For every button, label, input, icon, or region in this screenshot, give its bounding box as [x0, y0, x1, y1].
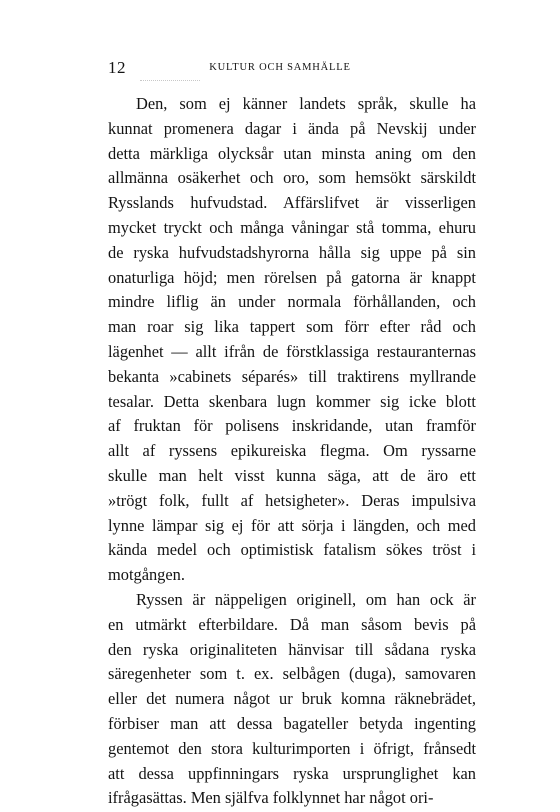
text-line: de ryska hufvudstadshyrorna hålla sig uppe på sin [108, 242, 476, 262]
text-line: lynne lämpar sig ej för att sörja i längden, och med [108, 515, 476, 535]
text-line: säregenheter som t. ex. selbågen (duga), samovaren [108, 664, 476, 684]
text-line: eller det numera något ur bruk komna räknebrädet, [108, 689, 476, 709]
body-text [108, 92, 476, 811]
text-line: kunnat promenera dagar i ända på Nevskij under [108, 118, 476, 138]
print-speck [140, 80, 200, 83]
text-line: att dessa uppfinningars ryska ursprunglighet kan [108, 763, 476, 783]
text-line: den ryska originaliteten hänvisar till sådana ryska [108, 639, 476, 659]
text-line: Rysslands hufvudstad. Affärslifvet är visserligen [108, 193, 476, 213]
text-line: »trögt folk, fullt af hetsigheter». Deras impulsiva [108, 490, 476, 510]
text-line: mycket tryckt och många våningar stå tomma, ehuru [108, 217, 476, 237]
text-line: Den, som ej känner landets språk, skulle ha [136, 94, 476, 113]
text-line: ifrågasättas. Men själfva folklynnet har något ori- [108, 788, 434, 808]
text-line: allt af ryssens epikureiska flegma. Om ryssarne [108, 441, 476, 461]
page-number: 12 [108, 58, 126, 77]
text-line: motgången. [108, 565, 185, 585]
text-line: kända medel och optimistisk fatalism sökes tröst i [108, 540, 476, 560]
text-line: mindre liflig än under normala förhållanden, och [108, 292, 476, 312]
text-line: detta märkliga olycksår utan minsta aning om den [108, 143, 476, 163]
running-title: KULTUR OCH SAMHÄLLE [209, 62, 351, 73]
text-line: skulle man helt visst kunna säga, att de äro ett [108, 465, 476, 485]
text-line: en utmärkt efterbildare. Då man såsom bevis på [108, 614, 476, 634]
text-line: af fruktan för polisens inskridande, utan framför [108, 416, 476, 436]
text-line: allmänna osäkerhet och oro, som hemsökt särskildt [108, 168, 476, 188]
text-line: Ryssen är näppeligen originell, om han ock är [136, 589, 476, 609]
text-line: man roar sig lika tappert som förr efter råd och [108, 317, 476, 337]
text-line: gentemot den stora kulturimporten i öfrigt, frånsedt [108, 738, 476, 758]
text-line: förbiser man att dessa bagateller betyda ingenting [108, 713, 476, 733]
text-line: tesalar. Detta skenbara lugn kommer sig icke blott [108, 391, 476, 411]
text-line: onaturliga höjd; men rörelsen på gatorna är knappt [108, 267, 476, 287]
text-line: bekanta »cabinets séparés» till traktirens myllrande [108, 366, 476, 386]
text-line: lägenhet — allt ifrån de förstklassiga restauranternas [108, 341, 476, 361]
